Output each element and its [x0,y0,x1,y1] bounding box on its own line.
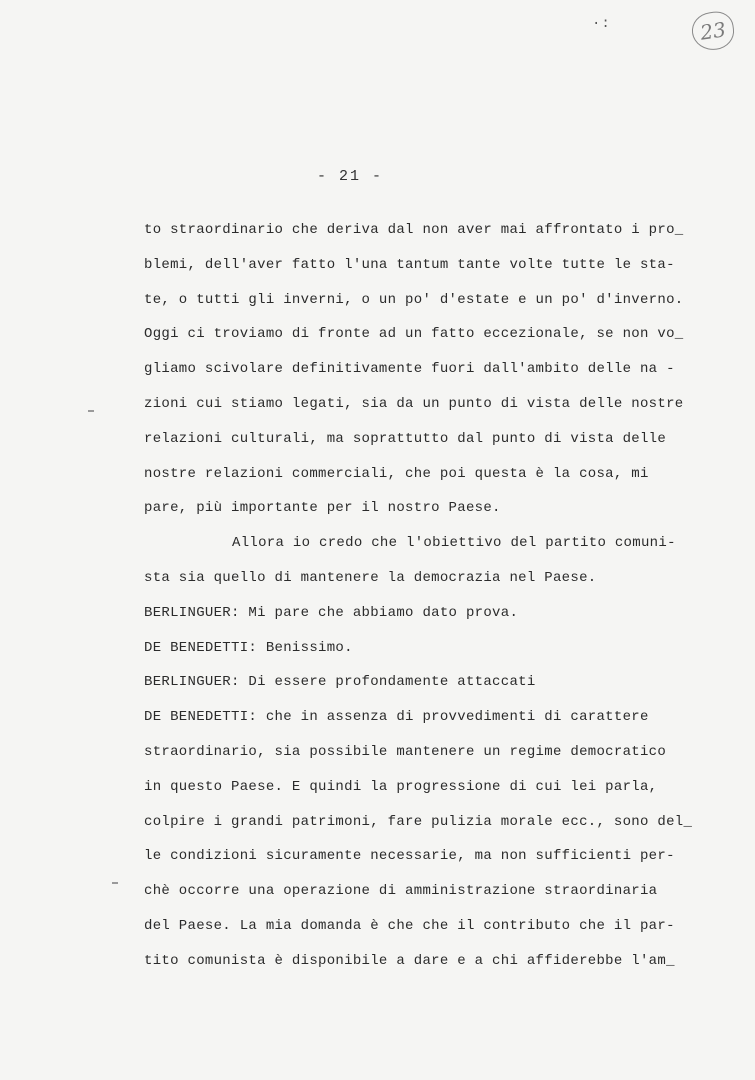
text-line: pare, più importante per il nostro Paese. [144,500,501,517]
text-line: del Paese. La mia domanda è che che il contributo che il par- [144,917,675,934]
dialogue-line-berlinguer: BERLINGUER: Di essere profondamente attaccati [144,674,536,691]
paragraph-start-line: Allora io credo che l'obiettivo del partito comuni- [232,535,676,552]
text-line: colpire i grandi patrimoni, fare pulizia morale ecc., sono del_ [144,813,693,830]
text-line: le condizioni sicuramente necessarie, ma non sufficienti per- [144,848,675,865]
body-text [144,213,714,979]
text-line: blemi, dell'aver fatto l'una tantum tante volte tutte le sta- [144,256,675,273]
dialogue-line-de-benedetti: DE BENEDETTI: Benissimo. [144,639,353,656]
dialogue-line-berlinguer: BERLINGUER: Mi pare che abbiamo dato prova. [144,604,519,621]
ink-speck: ·: [592,16,611,32]
text-line: straordinario, sia possibile mantenere un regime democratico [144,743,667,760]
text-line: te, o tutti gli inverni, o un po' d'estate e un po' d'inverno. [144,291,684,308]
text-line: sta sia quello di mantenere la democrazia nel Paese. [144,569,597,586]
text-line: gliamo scivolare definitivamente fuori dall'ambito delle na - [144,361,675,378]
page-number: - 21 - [316,168,383,185]
text-line: chè occorre una operazione di amministrazione straordinaria [144,883,658,900]
text-line: tito comunista è disponibile a dare e a chi affiderebbe l'am_ [144,952,675,969]
text-line: to straordinario che deriva dal non aver mai affrontato i pro_ [144,222,684,238]
text-line: nostre relazioni commerciali, che poi questa è la cosa, mi [144,465,649,482]
text-line: relazioni culturali, ma soprattutto dal punto di vista delle [144,430,667,447]
text-line: Oggi ci troviamo di fronte ad un fatto eccezionale, se non vo_ [144,326,684,343]
text-line: in questo Paese. E quindi la progressione di cui lei parla, [144,778,658,795]
dialogue-line-de-benedetti: DE BENEDETTI: che in assenza di provvedimenti di carattere [144,709,649,726]
margin-mark [112,882,118,884]
handwritten-page-mark: 23 [690,9,737,52]
text-line: zioni cui stiamo legati, sia da un punto di vista delle nostre [144,395,684,412]
margin-mark [88,410,94,412]
